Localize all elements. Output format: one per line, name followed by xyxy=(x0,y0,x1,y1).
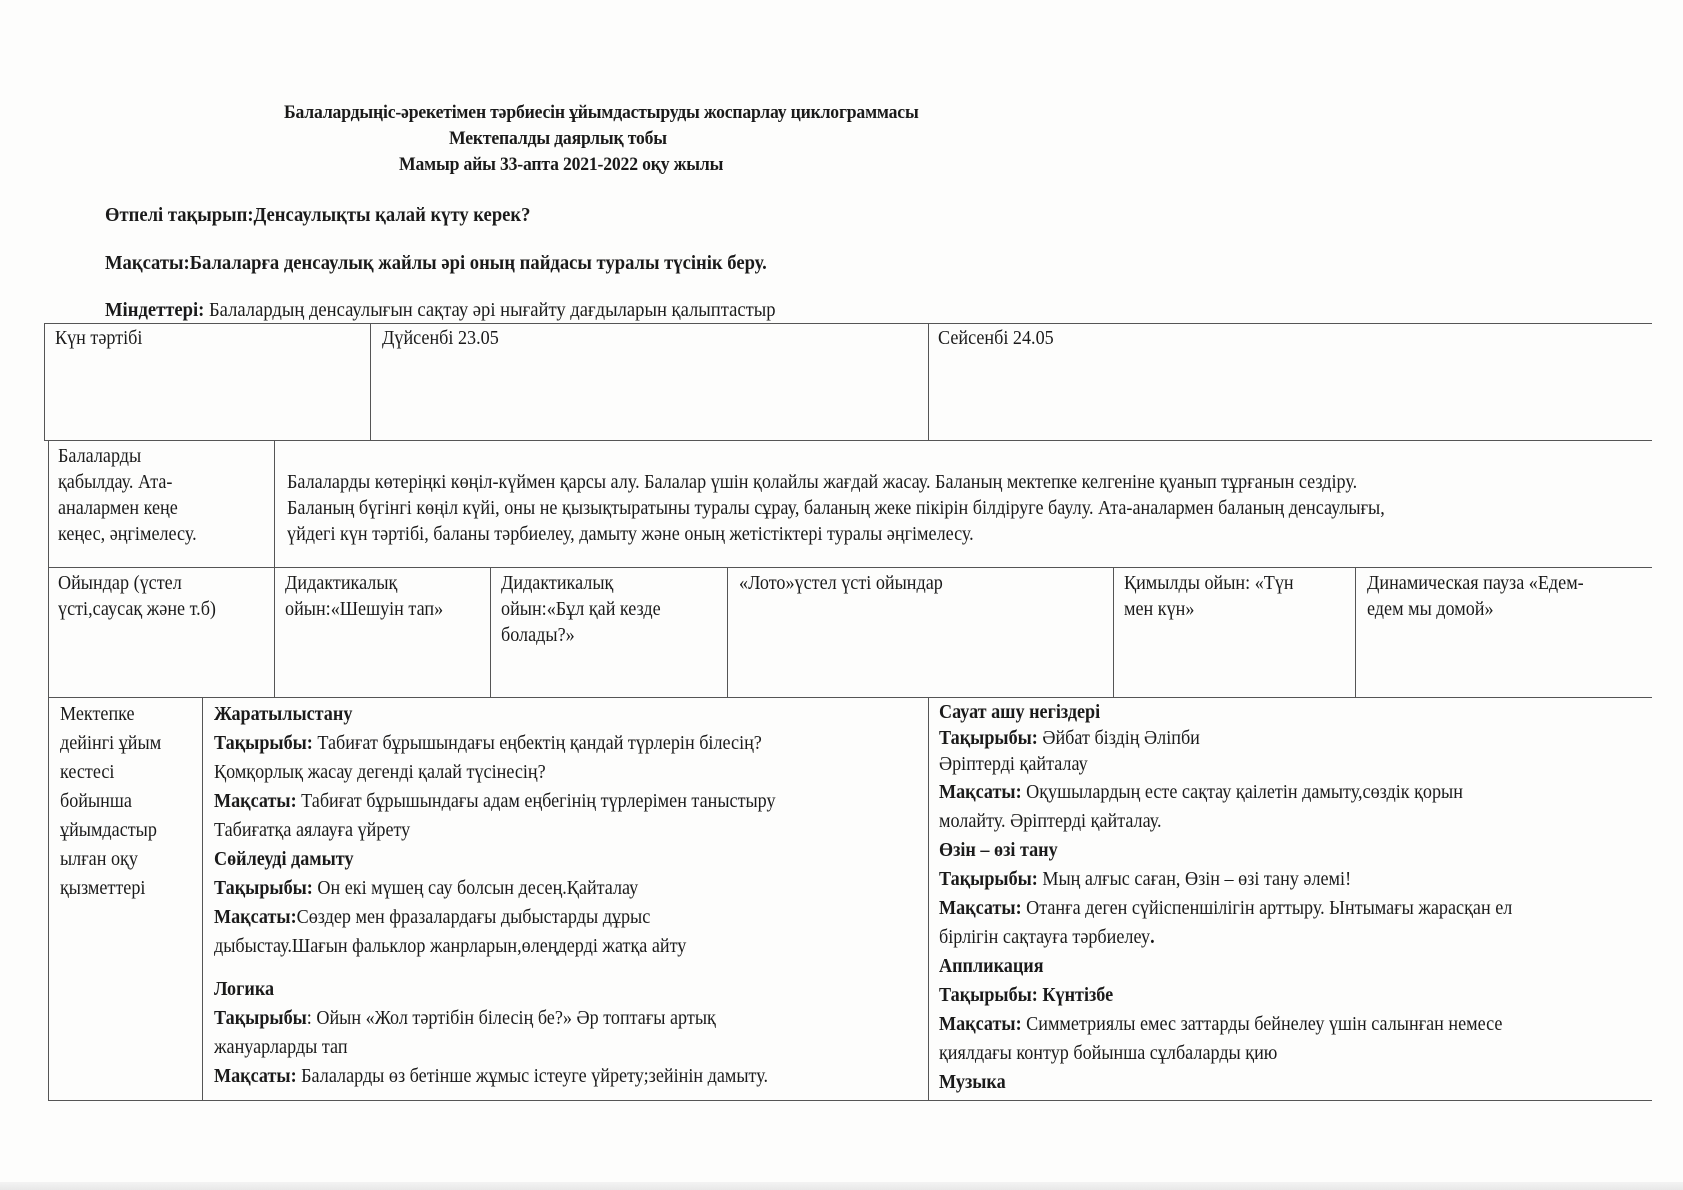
topic-text: Он екі мүшең сау болсын десең.Қайталау xyxy=(312,878,639,899)
game-line: болады?» xyxy=(501,625,575,646)
topic-text: Мың алғыс саған, Өзін – өзі тану әлемі! xyxy=(1037,869,1352,890)
subject-title: Музыка xyxy=(939,1072,1006,1093)
theme-value: Денсаулықты қалай күту керек? xyxy=(253,204,531,226)
goal-line xyxy=(214,787,776,816)
activities-label-line: ұйымдастыр xyxy=(60,820,157,841)
game-cell xyxy=(285,571,443,623)
subject-title: Жаратылыстану xyxy=(214,704,353,725)
document-title: Балалардыңіс-әрекетімен тәрбиесін ұйымдастыруды жоспарлау циклограммасы xyxy=(284,102,919,123)
goal-label: Мақсаты: xyxy=(939,898,1022,919)
monday-activities xyxy=(214,700,776,1091)
goal-line: Табиғатқа аялауға үйрету xyxy=(214,820,411,841)
tasks-label: Міндеттері: xyxy=(105,299,205,321)
topic-text: : Ойын «Жол тәртібін білесің бе?» Әр топтағы артық xyxy=(306,1008,716,1029)
activities-label-line: кестесі xyxy=(60,762,115,783)
cross-cutting-theme xyxy=(105,203,530,227)
subject-title: Аппликация xyxy=(939,956,1044,977)
goal-label: Мақсаты: xyxy=(939,782,1022,803)
table-border xyxy=(48,697,49,1101)
goal-text: Симметриялы емес заттарды бейнелеу үшін салынған немесе xyxy=(1021,1014,1503,1035)
goal-line xyxy=(939,1010,1512,1039)
game-line: ойын:«Бұл қай кезде xyxy=(501,599,661,620)
group-name: Мектепалды даярлық тобы xyxy=(449,128,667,149)
goal-line: молайту. Әріптерді қайталау. xyxy=(939,811,1162,832)
goal-line xyxy=(105,251,767,275)
topic-line: жануарларды тап xyxy=(214,1037,348,1058)
goal-label: Мақсаты: xyxy=(939,1014,1022,1035)
table-border xyxy=(928,323,929,441)
theme-label: Өтпелі тақырып: xyxy=(105,204,254,226)
subject-title: Сауат ашу негіздері xyxy=(939,702,1101,723)
subject-title: Өзін – өзі тану xyxy=(939,840,1058,861)
subject-title: Логика xyxy=(214,979,275,1000)
reception-label-line: аналармен кеңе xyxy=(58,498,178,519)
topic-line: Қомқорлық жасау дегенді қалай түсінесің? xyxy=(214,762,546,783)
tuesday-activities xyxy=(939,700,1512,1097)
topic-label: Тақырыбы: xyxy=(939,869,1038,890)
topic-label: Тақырыбы: xyxy=(939,728,1038,749)
game-cell xyxy=(739,571,943,597)
subject-title: Сөйлеуді дамыту xyxy=(214,849,354,870)
table-border xyxy=(44,323,45,441)
goal-text: Сөздер мен фразалардағы дыбыстарды дұрыс xyxy=(296,907,651,928)
table-border xyxy=(44,440,1652,441)
topic-line xyxy=(214,729,776,758)
reception-text-line: Баланың бүгінгі көңіл күйі, оны не қызықтыратыны туралы сұрау, баланың жеке пікірін білдіруге баулу. Ата-аналармен баланың денсаулығы, xyxy=(287,498,1385,519)
activities-label xyxy=(60,700,161,903)
game-cell xyxy=(1367,571,1584,623)
topic-line xyxy=(214,1004,776,1033)
spacer xyxy=(214,961,776,975)
game-line: Қимылды ойын: «Түн xyxy=(1124,573,1294,594)
header-cell-daily-routine: Күн тәртібі xyxy=(55,328,143,349)
game-line: «Лото»үстел үсті ойындар xyxy=(739,573,943,594)
goal-label: Мақсаты: xyxy=(214,907,297,928)
goal-line: қиялдағы контур бойынша сұлбаларды қию xyxy=(939,1043,1278,1064)
table-border xyxy=(1355,567,1356,697)
table-border xyxy=(274,567,275,697)
activities-label-line: бойынша xyxy=(60,791,132,812)
game-line: едем мы домой» xyxy=(1367,599,1494,620)
goal-end: . xyxy=(1150,927,1155,948)
table-border xyxy=(44,323,1652,324)
activities-label-line: Мектепке xyxy=(60,704,135,725)
goal-label: Мақсаты: xyxy=(105,252,190,274)
header-cell-monday: Дүйсенбі 23.05 xyxy=(382,328,499,349)
reception-description xyxy=(287,470,1385,548)
topic-label: Тақырыбы: xyxy=(214,733,313,754)
games-label-line: үсті,саусақ және т.б) xyxy=(58,599,216,620)
table-border xyxy=(274,440,275,568)
topic-label: Тақырыбы: xyxy=(214,878,313,899)
table-border xyxy=(490,567,491,697)
topic-text: Әйбат біздің Әліпби xyxy=(1037,728,1200,749)
goal-value: Балаларға денсаулық жайлы әрі оның пайдасы туралы түсінік беру. xyxy=(189,252,767,274)
table-border xyxy=(48,697,1652,698)
goal-text: Оқушылардың есте сақтау қаілетін дамыту,сөздік қорын xyxy=(1021,782,1463,803)
table-border xyxy=(48,567,49,697)
table-border xyxy=(202,697,203,1101)
game-line: Дидактикалық xyxy=(501,573,614,594)
goal-line: дыбыстау.Шағын фальклор жанрларын,өлеңдерді жатқа айту xyxy=(214,936,687,957)
game-cell xyxy=(1124,571,1294,623)
reception-label-line: Балаларды xyxy=(58,446,142,467)
goal-line xyxy=(939,894,1512,923)
tasks-value: Балалардың денсаулығын сақтау әрі нығайту дағдыларын қалыптастыр xyxy=(204,299,776,321)
topic-line xyxy=(214,874,776,903)
goal-text: бірлігін сақтауға тәрбиелеу xyxy=(939,927,1151,948)
goal-label: Мақсаты: xyxy=(214,791,297,812)
table-border xyxy=(727,567,728,697)
table-border xyxy=(370,323,371,441)
goal-line xyxy=(939,923,1512,952)
table-border xyxy=(48,1100,1652,1101)
topic-label: Тақырыбы xyxy=(214,1008,307,1029)
header-cell-tuesday: Сейсенбі 24.05 xyxy=(938,328,1054,349)
week-and-year: Мамыр айы 33-апта 2021-2022 оқу жылы xyxy=(399,154,724,175)
reception-text-line: үйдегі күн тәртібі, баланы тәрбиелеу, дамыту және оның жетістіктері туралы әңгімелесу. xyxy=(287,524,974,545)
reception-label-line: қабылдау. Ата- xyxy=(58,472,173,493)
scan-edge xyxy=(0,1182,1683,1190)
table-border xyxy=(928,697,929,1101)
goal-line xyxy=(939,778,1512,807)
activities-label-line: дейінгі ұйым xyxy=(60,733,162,754)
topic-line: Тақырыбы: Күнтізбе xyxy=(939,985,1114,1006)
tasks-line xyxy=(105,298,776,322)
table-border xyxy=(48,440,49,568)
topic-line: Әріптерді қайталау xyxy=(939,754,1088,775)
goal-line xyxy=(214,1062,776,1091)
game-line: ойын:«Шешуін тап» xyxy=(285,599,444,620)
reception-label xyxy=(58,444,197,548)
games-label xyxy=(58,571,216,623)
game-line: Динамическая пауза «Едем- xyxy=(1367,573,1584,594)
goal-text: Балаларды өз бетінше жұмыс істеуге үйрету;зейінін дамыту. xyxy=(296,1066,769,1087)
topic-line xyxy=(939,726,1512,752)
goal-text: Отанға деген сүйіспеншілігін арттыру. Ынтымағы жарасқан ел xyxy=(1021,898,1513,919)
goal-line xyxy=(214,903,776,932)
table-border xyxy=(48,567,1652,568)
topic-line xyxy=(939,865,1512,894)
activities-label-line: ылған оқу xyxy=(60,849,138,870)
game-cell xyxy=(501,571,661,649)
reception-text-line: Балаларды көтеріңкі көңіл-күймен қарсы алу. Балалар үшін қолайлы жағдай жасау. Баланың мектепке келгеніне қуанып тұрғанын сездіру. xyxy=(287,472,1358,493)
goal-label: Мақсаты: xyxy=(214,1066,297,1087)
activities-label-line: қызметтері xyxy=(60,878,146,899)
goal-text: Табиғат бұрышындағы адам еңбегінің түрлерімен таныстыру xyxy=(296,791,776,812)
games-label-line: Ойындар (үстел xyxy=(58,573,182,594)
game-line: Дидактикалық xyxy=(285,573,398,594)
topic-text: Табиғат бұрышындағы еңбектің қандай түрлерін білесің? xyxy=(312,733,762,754)
game-line: мен күн» xyxy=(1124,599,1195,620)
table-border xyxy=(1113,567,1114,697)
reception-label-line: кеңес, әңгімелесу. xyxy=(58,524,197,545)
